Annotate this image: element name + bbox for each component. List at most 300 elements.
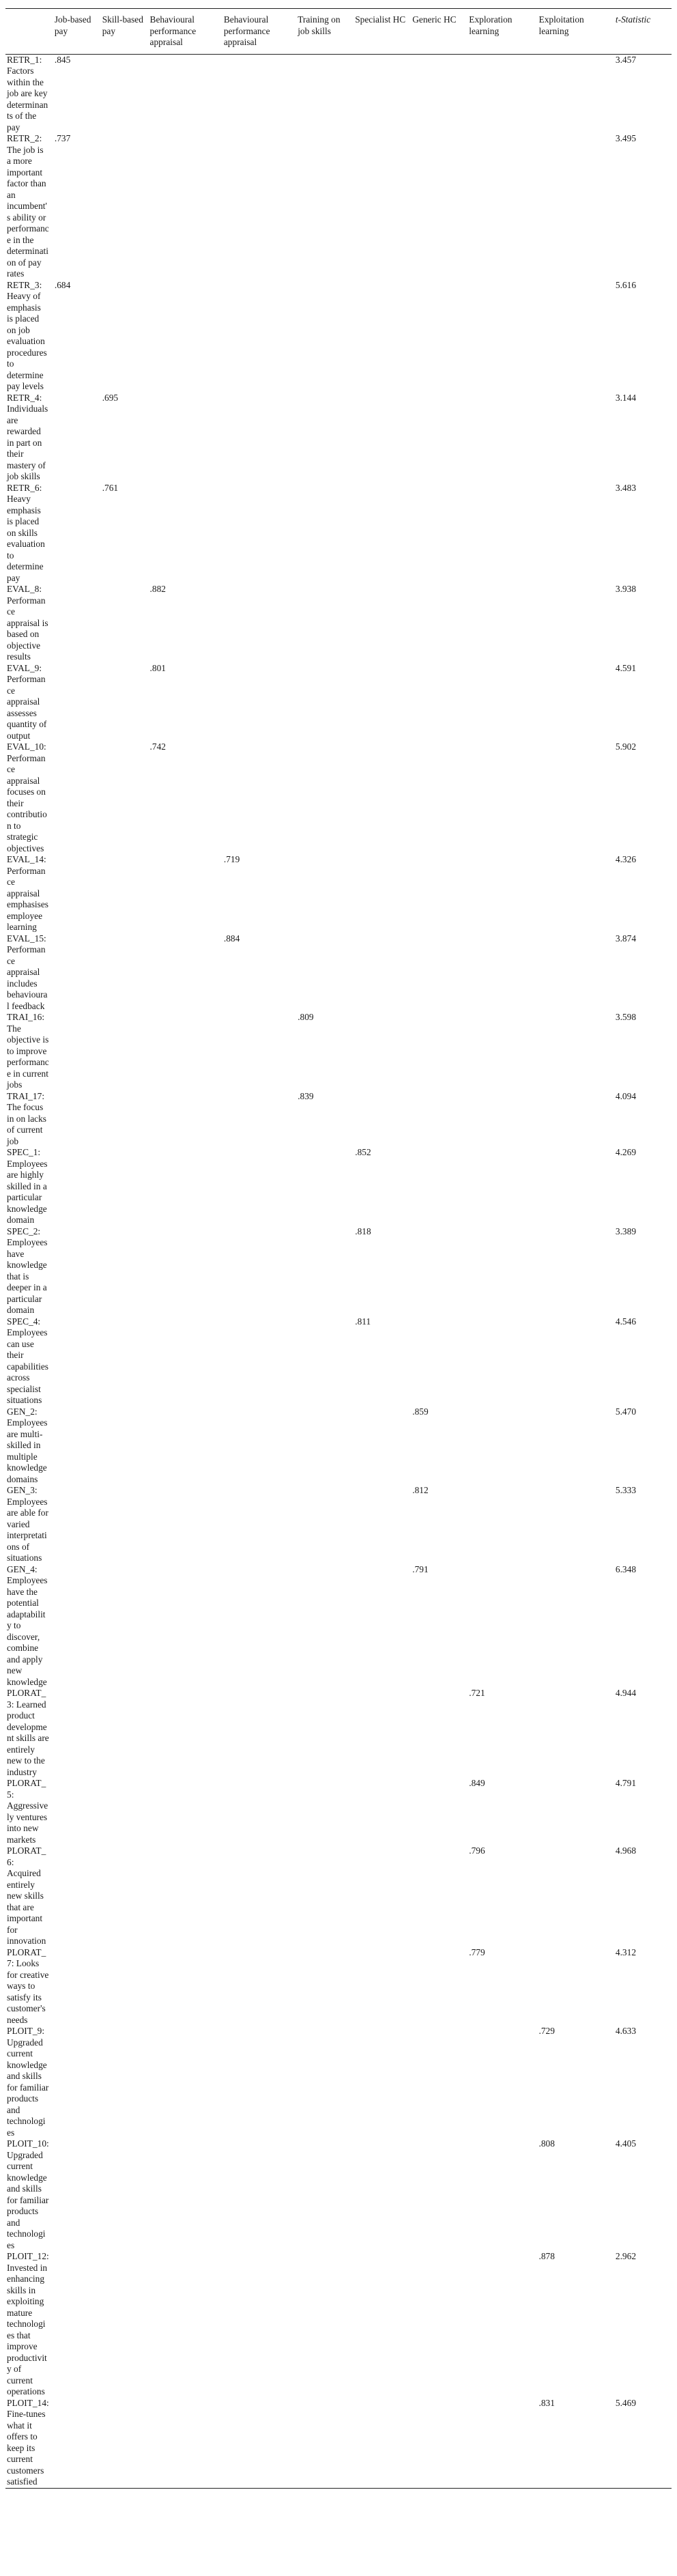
empty-cell [222, 2398, 296, 2489]
empty-cell [467, 1226, 537, 1316]
empty-cell [354, 1012, 411, 1091]
empty-cell [296, 2251, 354, 2398]
loading-cell: .878 [538, 2251, 555, 2261]
empty-cell [467, 741, 537, 854]
empty-cell [467, 584, 537, 663]
item-cell: RETR_1: Factors within the job are key determinants of the pay [7, 54, 48, 132]
empty-cell [538, 1012, 614, 1091]
empty-cell [411, 483, 467, 584]
loading-cell: .684 [54, 279, 71, 290]
empty-cell [411, 933, 467, 1013]
empty-cell [101, 1688, 149, 1778]
empty-cell [149, 1564, 222, 1688]
item-cell: PLOIT_9: Upgraded current knowledge and skills for familiar products and technologies [7, 2026, 49, 2138]
empty-cell [354, 2138, 411, 2251]
loading-cell: .742 [149, 741, 166, 752]
empty-cell [222, 54, 296, 133]
empty-cell [467, 1485, 537, 1564]
empty-cell [411, 1845, 467, 1947]
loading-cell: .831 [538, 2398, 614, 2489]
empty-cell [354, 1688, 411, 1778]
empty-cell [354, 1091, 411, 1148]
item-cell: EVAL_8: Performance appraisal is based on objective results [7, 584, 48, 662]
empty-cell [222, 1688, 296, 1778]
t-statistic-cell: 3.389 [615, 1226, 637, 1236]
empty-cell [101, 933, 149, 1013]
table-row [5, 2026, 672, 2138]
empty-cell [411, 2138, 467, 2251]
empty-cell [411, 2251, 467, 2398]
empty-cell [222, 133, 296, 280]
table-row [5, 483, 672, 584]
empty-cell [53, 584, 101, 663]
table-row [5, 1485, 672, 1564]
table-row [5, 1316, 672, 1406]
empty-cell [538, 1778, 614, 1845]
t-statistic-cell: 5.616 [615, 279, 637, 290]
empty-cell [467, 1012, 537, 1091]
empty-cell [53, 483, 101, 584]
empty-cell [53, 2138, 101, 2251]
loading-cell: .791 [412, 1563, 429, 1574]
empty-cell [467, 1406, 537, 1486]
empty-cell [538, 741, 614, 854]
empty-cell [222, 1564, 296, 1688]
loading-cell: .884 [223, 933, 240, 944]
empty-cell [538, 133, 614, 280]
table-row [5, 2398, 672, 2489]
empty-cell [538, 1226, 614, 1316]
header-cell-exploitation-learning: Exploitation learning [538, 9, 614, 55]
empty-cell [149, 54, 222, 133]
empty-cell [467, 2398, 537, 2489]
empty-cell [101, 1147, 149, 1226]
empty-cell [53, 1564, 101, 1688]
empty-cell [354, 133, 411, 280]
empty-cell [149, 2026, 222, 2138]
empty-cell [354, 280, 411, 393]
empty-cell [222, 1406, 296, 1486]
empty-cell [354, 2398, 411, 2489]
t-statistic-cell: 5.333 [615, 1485, 637, 1495]
empty-cell [53, 1406, 101, 1486]
empty-cell [411, 584, 467, 663]
empty-cell [101, 663, 149, 742]
loading-cell: .729 [538, 2026, 555, 2036]
table-header [5, 9, 672, 55]
empty-cell [411, 1688, 467, 1778]
empty-cell [101, 2138, 149, 2251]
empty-cell [296, 483, 354, 584]
empty-cell [296, 1845, 354, 1947]
table-row [5, 584, 672, 663]
header-cell-item [5, 9, 53, 55]
empty-cell [354, 1564, 411, 1688]
empty-cell [538, 663, 614, 742]
empty-cell [296, 2138, 354, 2251]
empty-cell [101, 1091, 149, 1148]
empty-cell [538, 393, 614, 483]
empty-cell [101, 854, 149, 933]
empty-cell [296, 663, 354, 742]
t-statistic-cell: 3.495 [615, 133, 637, 143]
empty-cell [467, 1091, 537, 1148]
table-row [5, 854, 672, 933]
empty-cell [53, 1947, 101, 2026]
table-row [5, 1012, 672, 1091]
header-cell-exploration-learning: Exploration learning [467, 9, 537, 55]
t-statistic-cell: 4.968 [615, 1845, 637, 1856]
empty-cell [354, 584, 411, 663]
empty-cell [101, 1845, 149, 1947]
empty-cell [53, 2026, 101, 2138]
empty-cell [296, 280, 354, 393]
loading-cell: .801 [149, 662, 166, 673]
t-statistic-cell: 3.144 [615, 392, 637, 403]
empty-cell [296, 933, 354, 1013]
item-cell: PLORAT_3: Learned product development skills are entirely new to the industry [7, 1688, 49, 1777]
item-cell: SPEC_1: Employees are highly skilled in a particular knowledge domain [7, 1147, 48, 1225]
empty-cell [222, 584, 296, 663]
empty-cell [296, 133, 354, 280]
empty-cell [411, 663, 467, 742]
empty-cell [296, 1564, 354, 1688]
empty-cell [296, 1947, 354, 2026]
empty-cell [53, 854, 101, 933]
table-row [5, 393, 672, 483]
table-row [5, 1688, 672, 1778]
empty-cell [538, 1316, 614, 1406]
table-row [5, 2251, 672, 2398]
loading-cell: .737 [54, 133, 71, 143]
empty-cell [149, 1845, 222, 1947]
empty-cell [354, 933, 411, 1013]
empty-cell [296, 54, 354, 133]
empty-cell [222, 1091, 296, 1148]
empty-cell [467, 2251, 537, 2398]
empty-cell [101, 2026, 149, 2138]
table-row [5, 1778, 672, 1845]
t-statistic-cell: 4.326 [615, 854, 637, 864]
table-row [5, 280, 672, 393]
item-cell: PLORAT_5: Aggressively ventures into new markets [7, 1778, 48, 1845]
empty-cell [467, 1564, 537, 1688]
t-statistic-cell: 4.791 [615, 1778, 637, 1788]
empty-cell [149, 1012, 222, 1091]
empty-cell [354, 663, 411, 742]
empty-cell [149, 2398, 222, 2489]
empty-cell [411, 393, 467, 483]
empty-cell [222, 1485, 296, 1564]
empty-cell [101, 741, 149, 854]
empty-cell [467, 2138, 537, 2251]
t-statistic-cell: 6.348 [615, 1563, 637, 1574]
empty-cell [149, 1947, 222, 2026]
t-statistic-cell: 4.094 [615, 1090, 637, 1101]
table-row [5, 133, 672, 280]
empty-cell [149, 1226, 222, 1316]
empty-cell [53, 1485, 101, 1564]
item-cell: PLOIT_14: Fine-tunes what it offers to keep its current customers satisfied [5, 2398, 53, 2489]
item-cell: GEN_4: Employees have the potential adaptability to discover, combine and apply new knowledge [7, 1563, 48, 1687]
empty-cell [53, 741, 101, 854]
empty-cell [222, 483, 296, 584]
empty-cell [538, 1688, 614, 1778]
empty-cell [538, 1845, 614, 1947]
empty-cell [538, 854, 614, 933]
t-statistic-cell: 3.457 [615, 54, 637, 65]
table-row [5, 1845, 672, 1947]
header-cell-specialist-hc: Specialist HC [354, 9, 411, 55]
item-cell: RETR_4: Individuals are rewarded in part on their mastery of job skills [7, 392, 48, 481]
item-cell: EVAL_10: Performance appraisal focuses on their contribution to strategic objectives [7, 741, 47, 853]
loading-cell: .852 [355, 1147, 371, 1157]
empty-cell [354, 2251, 411, 2398]
loading-cell: .695 [102, 392, 119, 403]
empty-cell [296, 1316, 354, 1406]
t-statistic-cell: 5.902 [615, 741, 637, 752]
loading-cell: .811 [355, 1316, 371, 1327]
empty-cell [467, 2026, 537, 2138]
loadings-table [5, 8, 672, 2489]
empty-cell [222, 1012, 296, 1091]
empty-cell [53, 2251, 101, 2398]
table-row [5, 1091, 672, 1148]
empty-cell [53, 1845, 101, 1947]
empty-cell [467, 933, 537, 1013]
empty-cell [411, 54, 467, 133]
empty-cell [101, 1485, 149, 1564]
empty-cell [296, 393, 354, 483]
empty-cell [149, 2138, 222, 2251]
item-cell: PLOIT_12: Invested in enhancing skills in exploiting mature technologies that improve productivity of current operations [7, 2251, 49, 2396]
empty-cell [222, 741, 296, 854]
header-row [5, 9, 672, 55]
empty-cell [53, 1688, 101, 1778]
empty-cell [101, 1226, 149, 1316]
empty-cell [411, 1012, 467, 1091]
empty-cell [53, 1147, 101, 1226]
loading-cell: .719 [223, 854, 240, 864]
empty-cell [222, 2026, 296, 2138]
empty-cell [411, 133, 467, 280]
item-cell: TRAI_16: The objective is to improve performance in current jobs [7, 1012, 49, 1090]
table-row [5, 2138, 672, 2251]
empty-cell [467, 393, 537, 483]
loading-cell: .818 [355, 1226, 371, 1236]
empty-cell [149, 2251, 222, 2398]
table-row [5, 1947, 672, 2026]
item-cell: GEN_3: Employees are able for varied interpretations of situations [7, 1485, 48, 1563]
item-cell: RETR_2: The job is a more important factor than an incumbent's ability or performance in the determination of pay rates [7, 133, 49, 279]
empty-cell [53, 1778, 101, 1845]
empty-cell [149, 1147, 222, 1226]
empty-cell [53, 2398, 101, 2489]
table-row [5, 1147, 672, 1226]
empty-cell [222, 1226, 296, 1316]
empty-cell [411, 1091, 467, 1148]
loading-cell: .779 [469, 1947, 485, 1957]
table-row [5, 1564, 672, 1688]
empty-cell [354, 1406, 411, 1486]
empty-cell [296, 584, 354, 663]
empty-cell [411, 854, 467, 933]
t-statistic-cell: 4.269 [615, 1147, 637, 1157]
empty-cell [222, 1947, 296, 2026]
empty-cell [296, 1406, 354, 1486]
empty-cell [149, 393, 222, 483]
empty-cell [53, 1012, 101, 1091]
empty-cell [538, 483, 614, 584]
empty-cell [467, 1316, 537, 1406]
empty-cell [101, 54, 149, 133]
item-cell: GEN_2: Employees are multi-skilled in multiple knowledge domains [7, 1406, 48, 1484]
t-statistic-cell: 3.483 [615, 482, 637, 493]
empty-cell [53, 933, 101, 1013]
item-cell: PLOIT_10: Upgraded current knowledge and skills for familiar products and technologies [7, 2138, 49, 2250]
item-cell: EVAL_9: Performance appraisal assesses quantity of output [7, 662, 47, 741]
table-row [5, 741, 672, 854]
empty-cell [149, 1316, 222, 1406]
item-cell: RETR_6: Heavy emphasis is placed on skills evaluation to determine pay [7, 482, 45, 583]
loading-cell: .796 [469, 1845, 485, 1856]
t-statistic-cell: 2.962 [615, 2251, 637, 2261]
empty-cell [538, 1147, 614, 1226]
loading-cell: .845 [54, 54, 71, 65]
empty-cell [354, 1778, 411, 1845]
loading-cell: .882 [149, 584, 166, 594]
empty-cell [411, 1316, 467, 1406]
empty-cell [354, 54, 411, 133]
empty-cell [222, 1147, 296, 1226]
empty-cell [222, 663, 296, 742]
empty-cell [467, 1147, 537, 1226]
empty-cell [296, 741, 354, 854]
empty-cell [222, 393, 296, 483]
empty-cell [101, 584, 149, 663]
empty-cell [538, 280, 614, 393]
table-row [5, 663, 672, 742]
loading-cell: .809 [298, 1012, 314, 1022]
empty-cell [53, 1226, 101, 1316]
table-body [5, 54, 672, 2488]
empty-cell [149, 280, 222, 393]
empty-cell [538, 1564, 614, 1688]
empty-cell [296, 1226, 354, 1316]
empty-cell [538, 1485, 614, 1564]
empty-cell [222, 1316, 296, 1406]
t-statistic-cell: 4.591 [615, 662, 637, 673]
empty-cell [354, 393, 411, 483]
empty-cell [538, 1091, 614, 1148]
empty-cell [149, 133, 222, 280]
empty-cell [53, 393, 101, 483]
empty-cell [149, 1091, 222, 1148]
item-cell: RETR_3: Heavy of emphasis is placed on job evaluation procedures to determine pay levels [7, 279, 47, 391]
empty-cell [296, 2398, 354, 2489]
empty-cell [296, 1778, 354, 1845]
loading-cell: .849 [469, 1778, 485, 1788]
empty-cell [222, 2251, 296, 2398]
loading-cell: .859 [412, 1406, 429, 1417]
header-cell-behavioural-performance-appraisal-1: Behavioural performance appraisal [149, 9, 222, 55]
empty-cell [467, 663, 537, 742]
empty-cell [53, 1316, 101, 1406]
empty-cell [354, 1485, 411, 1564]
header-cell-behavioural-performance-appraisal-2: Behavioural performance appraisal [222, 9, 296, 55]
empty-cell [354, 1845, 411, 1947]
empty-cell [101, 1406, 149, 1486]
empty-cell [467, 854, 537, 933]
empty-cell [222, 280, 296, 393]
empty-cell [467, 54, 537, 133]
empty-cell [101, 1564, 149, 1688]
empty-cell [354, 483, 411, 584]
table-row [5, 54, 672, 133]
t-statistic-cell: 3.874 [615, 933, 637, 944]
empty-cell [101, 133, 149, 280]
t-statistic-cell: 5.470 [615, 1406, 637, 1417]
empty-cell [411, 741, 467, 854]
t-statistic-cell: 4.944 [615, 1688, 637, 1698]
empty-cell [411, 1778, 467, 1845]
header-cell-training-on-job-skills: Training on job skills [296, 9, 354, 55]
empty-cell [101, 2398, 149, 2489]
empty-cell [149, 1778, 222, 1845]
loading-cell: .839 [298, 1090, 314, 1101]
item-cell: PLORAT_6: Acquired entirely new skills that are important for innovation [7, 1845, 46, 1946]
empty-cell [467, 133, 537, 280]
empty-cell [354, 2026, 411, 2138]
empty-cell [538, 54, 614, 133]
t-statistic-cell: 3.598 [615, 1012, 637, 1022]
empty-cell [411, 1226, 467, 1316]
empty-cell [354, 741, 411, 854]
header-cell-job-based-pay: Job-based pay [53, 9, 101, 55]
empty-cell [467, 483, 537, 584]
empty-cell [296, 854, 354, 933]
empty-cell [149, 483, 222, 584]
header-cell-skill-based-pay: Skill-based pay [101, 9, 149, 55]
empty-cell [354, 854, 411, 933]
t-statistic-cell: 4.312 [615, 1947, 637, 1957]
item-cell: TRAI_17: The focus in on lacks of current job [7, 1090, 47, 1146]
empty-cell [149, 854, 222, 933]
empty-cell [101, 1012, 149, 1091]
empty-cell [101, 1778, 149, 1845]
table-row [5, 933, 672, 1013]
empty-cell [101, 2251, 149, 2398]
empty-cell [467, 280, 537, 393]
loading-cell: .761 [102, 482, 119, 493]
loading-cell: .812 [412, 1485, 429, 1495]
item-cell: PLORAT_7: Looks for creative ways to satisfy its customer's needs [7, 1947, 49, 2025]
item-cell: EVAL_15: Performance appraisal includes behavioural feedback [7, 933, 48, 1011]
empty-cell [53, 1091, 101, 1148]
t-statistic-cell: 5.469 [614, 2398, 672, 2489]
empty-cell [101, 1316, 149, 1406]
t-statistic-cell: 4.546 [615, 1316, 637, 1327]
empty-cell [538, 584, 614, 663]
loading-cell: .808 [538, 2138, 555, 2149]
t-statistic-cell: 3.938 [615, 584, 637, 594]
empty-cell [538, 933, 614, 1013]
table-row [5, 1406, 672, 1486]
empty-cell [222, 1845, 296, 1947]
empty-cell [411, 280, 467, 393]
empty-cell [149, 933, 222, 1013]
header-cell-t-statistic: t-Statistic [614, 9, 672, 55]
